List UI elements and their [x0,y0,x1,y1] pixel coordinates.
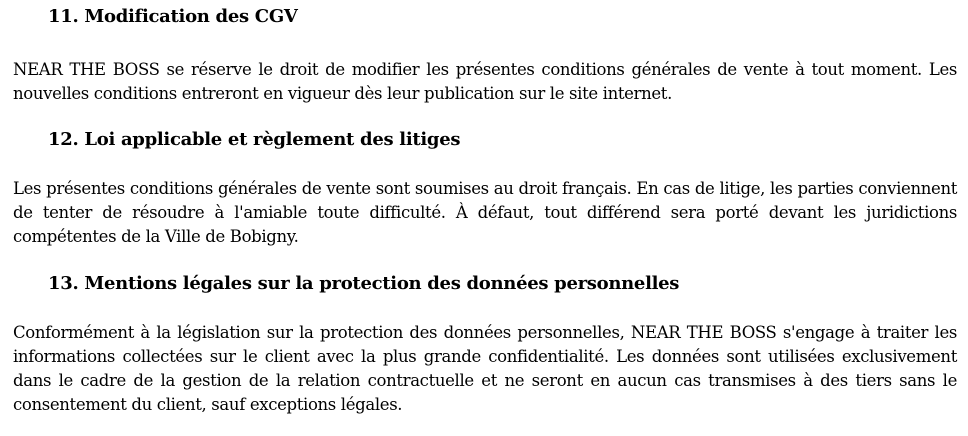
section-body-modification-cgv: NEAR THE BOSS se réserve le droit de modifier les présentes conditions générales de vente à tout moment. Les nouvelles conditions entreront en vigueur dès leur publication sur le site internet. [13,60,957,103]
section-body-loi-applicable: Les présentes conditions générales de vente sont soumises au droit français. En cas de litige, les parties conviennent de tenter de résoudre à l'amiable toute difficulté. À défaut, tout différend sera porté devant les juridictions compétentes de la Ville de Bobigny. [13,179,957,246]
section-body-donnees-personnelles: Conformément à la législation sur la protection des données personnelles, NEAR THE BOSS s'engage à traiter les informations collectées sur le client avec la plus grande confidentialité. Les données sont utilisées exclusivement dans le cadre de la gestion de la relation contractuelle et ne seront en aucun cas transmises à des tiers sans le consentement du client, sauf exceptions légales. [13,323,957,414]
section-heading-modification-cgv: 11. Modification des CGV [48,6,298,27]
section-heading-loi-applicable: 12. Loi applicable et règlement des litiges [48,129,461,150]
section-heading-donnees-personnelles: 13. Mentions légales sur la protection des données personnelles [48,273,680,294]
